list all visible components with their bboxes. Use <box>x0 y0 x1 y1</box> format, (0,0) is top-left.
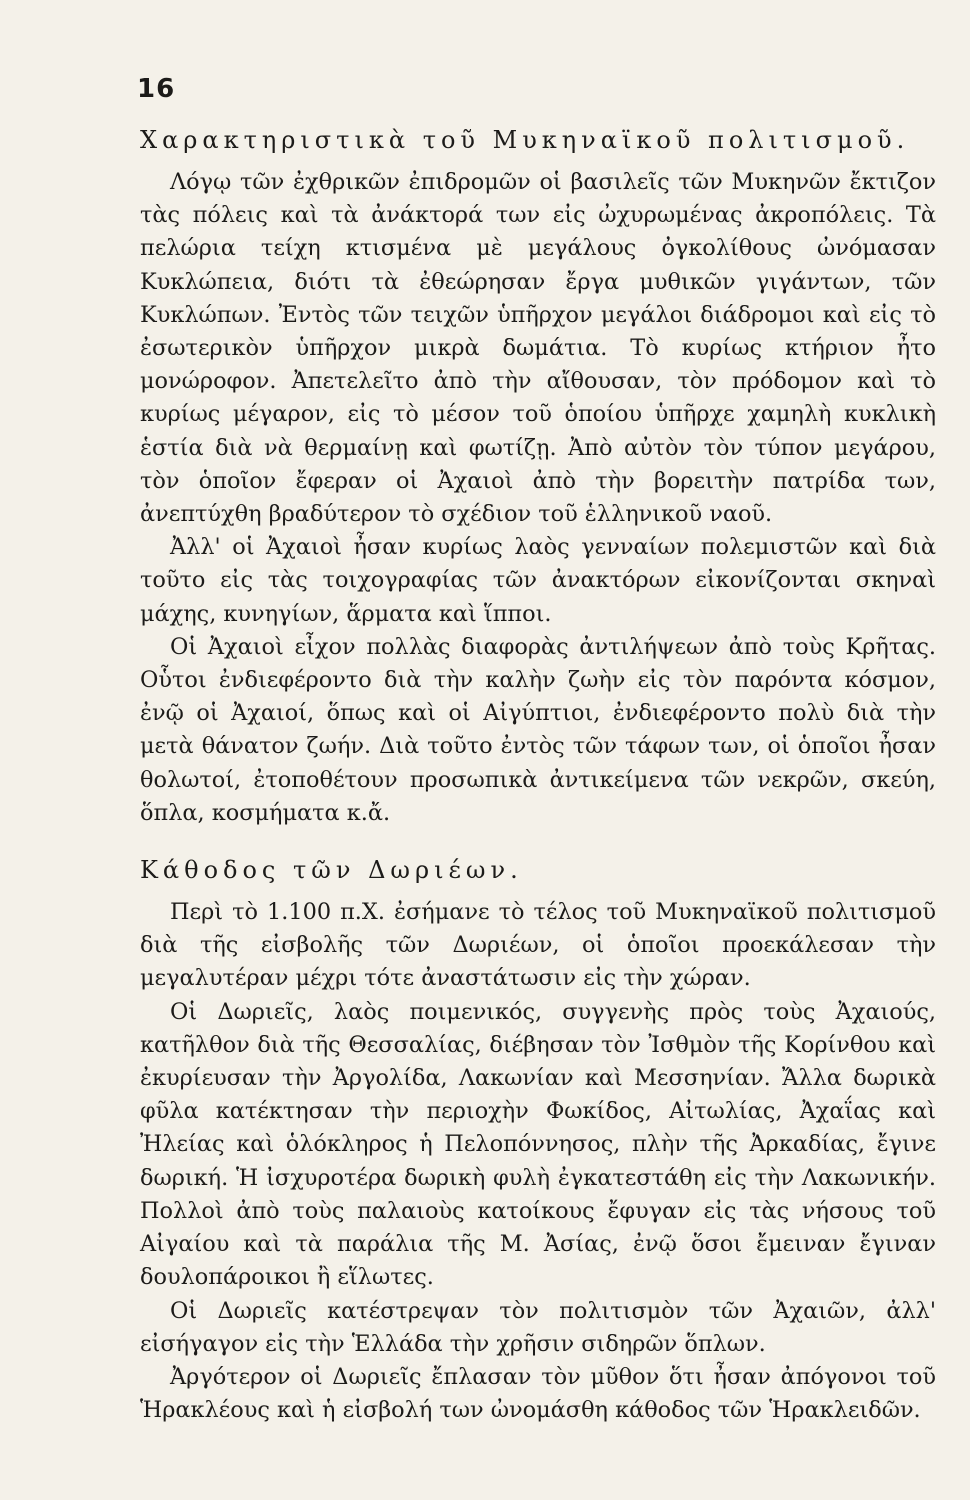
section-heading-dorian-invasion: Κάθοδος τῶν Δωριέων. <box>140 856 523 885</box>
paragraph: Ἀργότερον οἱ Δωριεῖς ἔπλασαν τὸν μῦθον ὅτι ἦσαν ἀπόγονοι τοῦ Ἡρακλέους καὶ ἡ εἰσβολή των ὠνομάσθη κάθοδος τῶν Ἡρακλειδῶν. <box>140 1363 936 1424</box>
page-number: 16 <box>137 74 176 104</box>
paragraph: Οἱ Ἀχαιοὶ εἶχον πολλὰς διαφορὰς ἀντιλήψεων ἀπὸ τοὺς Κρῆτας. Οὗτοι ἐνδιεφέροντο διὰ τὴν καλὴν ζωὴν εἰς τὸν παρόντα κόσμον, ἐνῷ οἱ Ἀχαιοί, ὅπως καὶ οἱ Αἰγύπτιοι, ἐνδιεφέροντο πολὺ διὰ τὴν μετὰ θάνατον ζωήν. Διὰ τοῦτο ἐντὸς τῶν τάφων των, οἱ ὁποῖοι ἦσαν θολωτοί, ἐτοποθέτουν προσωπικὰ ἀντικείμενα τῶν νεκρῶν, σκεύη, ὅπλα, κοσμήματα κ.ἄ. <box>140 633 936 826</box>
page-content <box>140 124 936 1427</box>
paragraph: Περὶ τὸ 1.100 π.Χ. ἐσήμανε τὸ τέλος τοῦ Μυκηναϊκοῦ πολιτισμοῦ διὰ τῆς εἰσβολῆς τῶν Δωριέων, οἱ ὁποῖοι προεκάλεσαν τὴν μεγαλυτέραν μέχρι τότε ἀναστάτωσιν εἰς τὴν χώραν. <box>140 899 936 992</box>
paragraph: Λόγῳ τῶν ἐχθρικῶν ἐπιδρομῶν οἱ βασιλεῖς τῶν Μυκηνῶν ἔκτιζον τὰς πόλεις καὶ τὰ ἀνάκτορά των εἰς ὠχυρωμένας ἀκροπόλεις. Τὰ πελώρια τείχη κτισμένα μὲ μεγάλους ὀγκολίθους ὠνόμασαν Κυκλώπεια, διότι τὰ ἐθεώρησαν ἔργα μυθικῶν γιγάντων, τῶν Κυκλώπων. Ἐντὸς τῶν τειχῶν ὑπῆρχον μεγάλοι διάδρομοι καὶ εἰς τὸ ἐσωτερικὸν ὑπῆρχον μικρὰ δωμάτια. Τὸ κυρίως κτήριον ἦτο μονώροφον. Ἀπετελεῖτο ἀπὸ τὴν αἴθουσαν, τὸν πρόδομον καὶ τὸ κυρίως μέγαρον, εἰς τὸ μέσον τοῦ ὁποίου ὑπῆρχε χαμηλὴ κυκλικὴ ἑστία διὰ νὰ θερμαίνῃ καὶ φωτίζῃ. Ἀπὸ αὐτὸν τὸν τύπον μεγάρου, τὸν ὁποῖον ἔφεραν οἱ Ἀχαιοὶ ἀπὸ τὴν βορειτὴν πατρίδα των, ἀνεπτύχθη βραδύτερον τὸ σχέδιον τοῦ ἑλληνικοῦ ναοῦ. <box>140 169 936 528</box>
section-heading-characteristics: Χαρακτηριστικὰ τοῦ Μυκηναϊκοῦ πολιτισμοῦ. <box>140 126 910 154</box>
paragraph: Οἱ Δωριεῖς κατέστρεψαν τὸν πολιτισμὸν τῶν Ἀχαιῶν, ἀλλ' εἰσήγαγον εἰς τὴν Ἑλλάδα τὴν χρῆσιν σιδηρῶν ὅπλων. <box>140 1297 936 1357</box>
paragraph: Οἱ Δωριεῖς, λαὸς ποιμενικός, συγγενὴς πρὸς τοὺς Ἀχαιούς, κατῆλθον διὰ τῆς Θεσσαλίας, διέβησαν τὸν Ἰσθμὸν τῆς Κορίνθου καὶ ἐκυρίευσαν τὴν Ἀργολίδα, Λακωνίαν καὶ Μεσσηνίαν. Ἄλλα δωρικὰ φῦλα κατέκτησαν τὴν περιοχὴν Φωκίδος, Αἰτωλίας, Ἀχαΐας καὶ Ἠλείας καὶ ὁλόκληρος ἡ Πελοπόννησος, πλὴν τῆς Ἀρκαδίας, ἔγινε δωρική. Ἡ ἰσχυροτέρα δωρικὴ φυλὴ ἐγκατεστάθη εἰς τὴν Λακωνικήν. Πολλοὶ ἀπὸ τοὺς παλαιοὺς κατοίκους ἔφυγαν εἰς τὰς νήσους τοῦ Αἰγαίου καὶ τὰ παράλια τῆς Μ. Ἀσίας, ἐνῷ ὅσοι ἔμειναν ἔγιναν δουλοπάροικοι ἢ εἵλωτες. <box>140 998 936 1291</box>
paragraph: Ἀλλ' οἱ Ἀχαιοὶ ἦσαν κυρίως λαὸς γενναίων πολεμιστῶν καὶ διὰ τοῦτο εἰς τὰς τοιχογραφίας τῶν ἀνακτόρων εἰκονίζονται σκηναὶ μάχης, κυνηγίων, ἅρματα καὶ ἵπποι. <box>140 534 936 627</box>
